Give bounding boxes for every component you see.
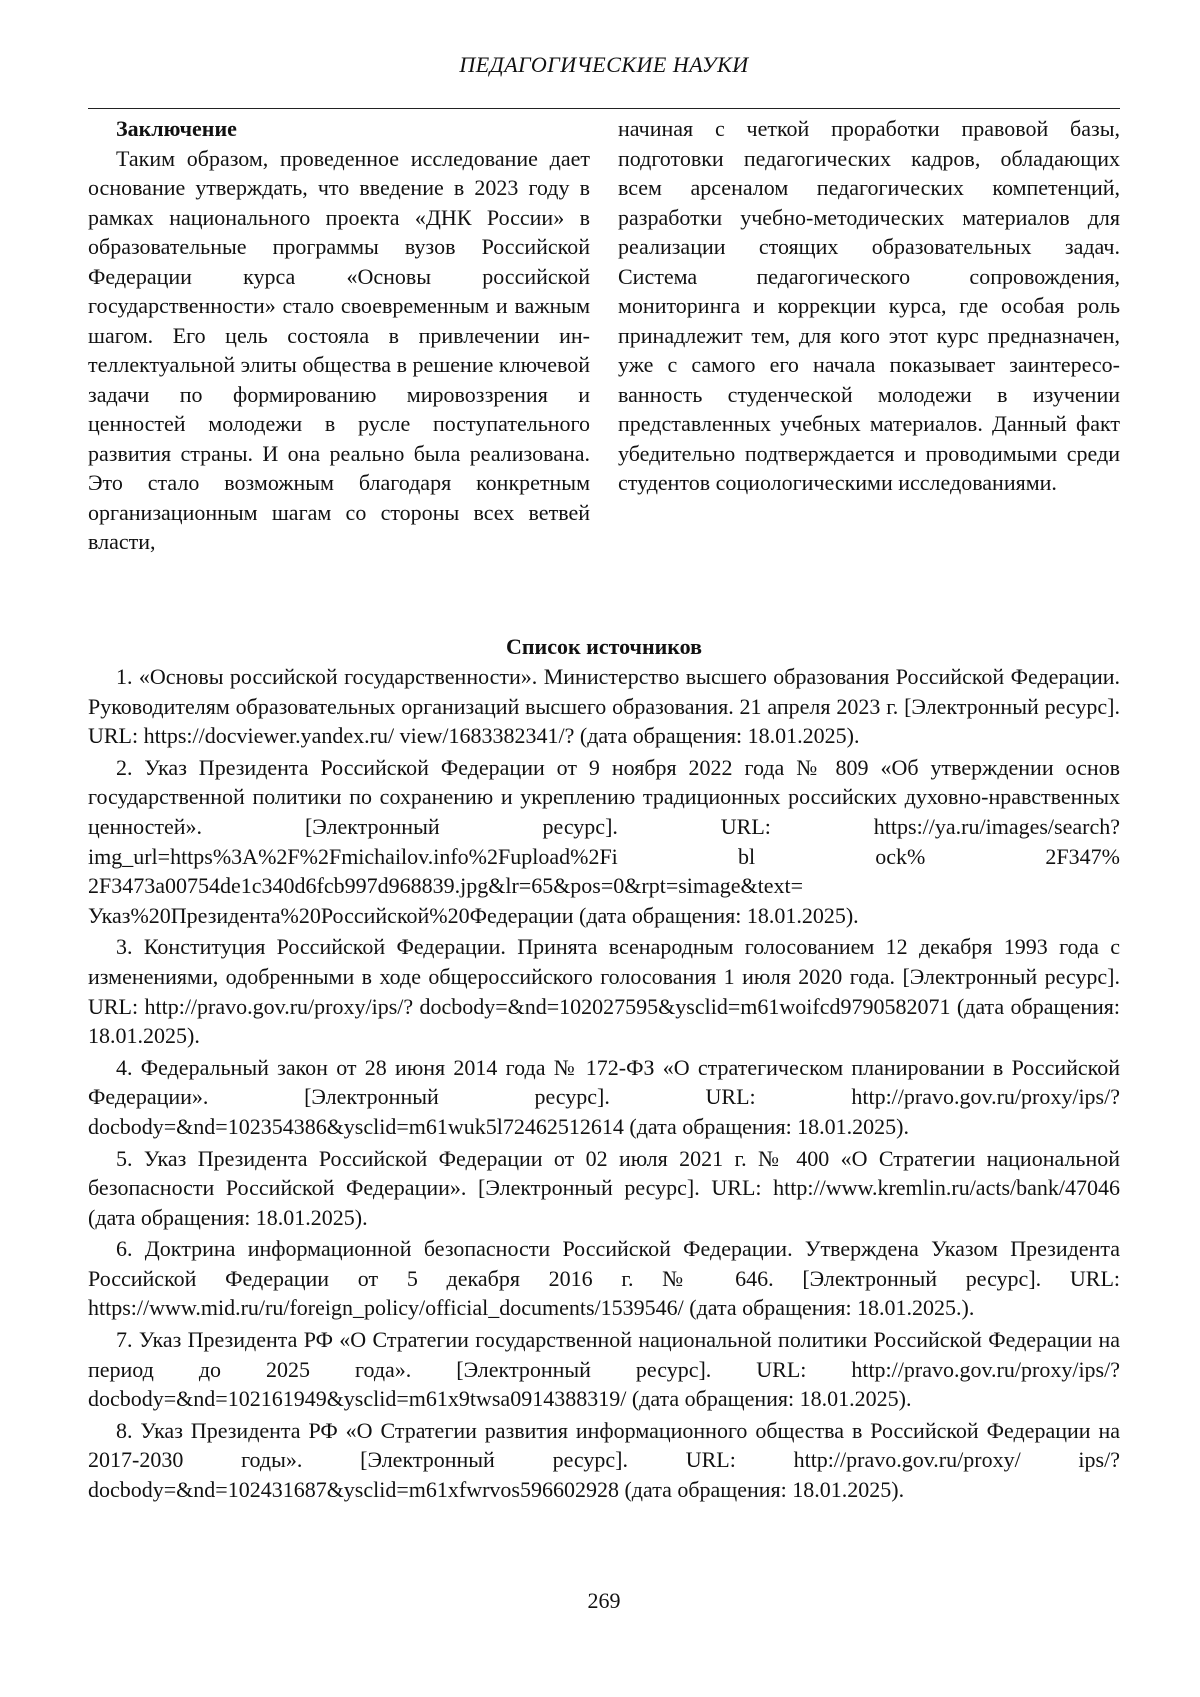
header-divider bbox=[88, 108, 1120, 109]
reference-item: 5. Указ Президента Российской Федерации от 02 июля 2021 г. № 400 «О Стратегии национальной безопасности Российской Федерации». [Электронный ресурс]. URL: http://www.kremlin.ru/acts/bank/47046 (дата обращения: 18.01.2025). bbox=[88, 1145, 1120, 1230]
references-list bbox=[88, 662, 1120, 1507]
page-number: 269 bbox=[587, 1588, 621, 1613]
reference-item: 2. Указ Президента Российской Федерации от 9 ноября 2022 года № 809 «Об утверждении основ государственной политики по сохранению и укреплению традиционных российских духовно-нравственных ценностей». [Электронный ресурс]. URL: https://ya.ru/images/search?img_url=https%3A%2F%2Fmichailov.info%2Fupload%2Fi bl ock% 2F347% 2F3473a00754de1c340d6fcb997d968839.jpg&lr=65&pos=0&rpt=simage&text= Указ%20Президента%20Российской%20Федерации (дата обращения: 18.01.2025). bbox=[88, 754, 1120, 928]
reference-item: 7. Указ Президента РФ «О Стратегии государственной национальной политики Российской Федерации на период до 2025 года». [Электронный ресурс]. URL: http://pravo.gov.ru/proxy/ips/?docbody=&nd=102161949&ysclid=m61x9twsa0914388319/ (дата обращения: 18.01.2025). bbox=[88, 1327, 1120, 1412]
document-page bbox=[88, 0, 1120, 1697]
conclusion-paragraph-left: Таким образом, проведенное исследование дает основание утверждать, что введение в 2023 году в рамках национального проекта «ДНК России» в образовательные программы вузов Российской Федерации курса «Основы российской государственности» стало своевременным и важным шагом. Его цель состояла в привлечении интеллектуальной элиты общества в решение ключевой задачи по формированию мировоззрения и ценностей молодежи в русле поступательного развития страны. И она реально была реализована. Это стало возможным благодаря конкретным организационным шагам со стороны всех ветвей власти, bbox=[88, 145, 590, 554]
running-header: ПЕДАГОГИЧЕСКИЕ НАУКИ bbox=[459, 52, 749, 77]
conclusion-title: Заключение bbox=[116, 116, 237, 141]
reference-item: 3. Конституция Российской Федерации. Принята всенародным голосованием 12 декабря 1993 года с изменениями, одобренными в ходе общероссийского голосования 1 июля 2020 года. [Электронный ресурс]. URL: http://pravo.gov.ru/proxy/ips/? docbody=&nd=102027595&ysclid=m61woifcd9790582071 (дата обращения: 18.01.2025). bbox=[88, 934, 1120, 1049]
reference-item: 1. «Основы российской государственности». Министерство высшего образования Российской Федерации. Руководителям образовательных организаций высшего образования. 21 апреля 2023 г. [Электронный ресурс]. URL: https://docviewer.yandex.ru/ view/1683382341/? (дата обращения: 18.01.2025). bbox=[88, 664, 1120, 749]
conclusion-paragraph-right: начиная с четкой проработки правовой базы, подготовки педагогических кадров, обладающих всем арсеналом педагогических компетенций, разработки учебно-методических материалов для реализации стоящих образовательных задач. Система педагогического сопровождения, мониторинга и коррекции курса, где особая роль принадлежит тем, для кого этот курс предназначен, уже с самого его начала показывает заинтересованность студенческой молодежи в изучении представленных учебных материалов. Данный факт убедительно подтверждается и проводимыми среди студентов социологическими исследованиями. bbox=[618, 116, 1120, 495]
conclusion-right-column bbox=[618, 114, 1120, 557]
reference-item: 8. Указ Президента РФ «О Стратегии развития информационного общества в Российской Федерации на 2017-2030 годы». [Электронный ресурс]. URL: http://pravo.gov.ru/proxy/ ips/?docbody=&nd=102431687&ysclid=m61xfwrvos596602928 (дата обращения: 18.01.2025). bbox=[88, 1417, 1120, 1503]
reference-item: 4. Федеральный закон от 28 июня 2014 года № 172-ФЗ «О стратегическом планировании в Российской Федерации». [Электронный ресурс]. URL: http://pravo.gov.ru/proxy/ips/? docbody=&nd=102354386&ysclid=m61wuk5l72462512614 (дата обращения: 18.01.2025). bbox=[88, 1054, 1120, 1139]
references-title: Список источников bbox=[505, 634, 703, 659]
conclusion-section bbox=[88, 114, 1120, 557]
conclusion-left-column bbox=[88, 114, 590, 557]
reference-item: 6. Доктрина информационной безопасности Российской Федерации. Утверждена Указом Президента Российской Федерации от 5 декабря 2016 г. № 646. [Электронный ресурс]. URL: https://www.mid.ru/ru/foreign_policy/official_documents/1539546/ (дата обращения: 18.01.2025.). bbox=[88, 1236, 1120, 1321]
